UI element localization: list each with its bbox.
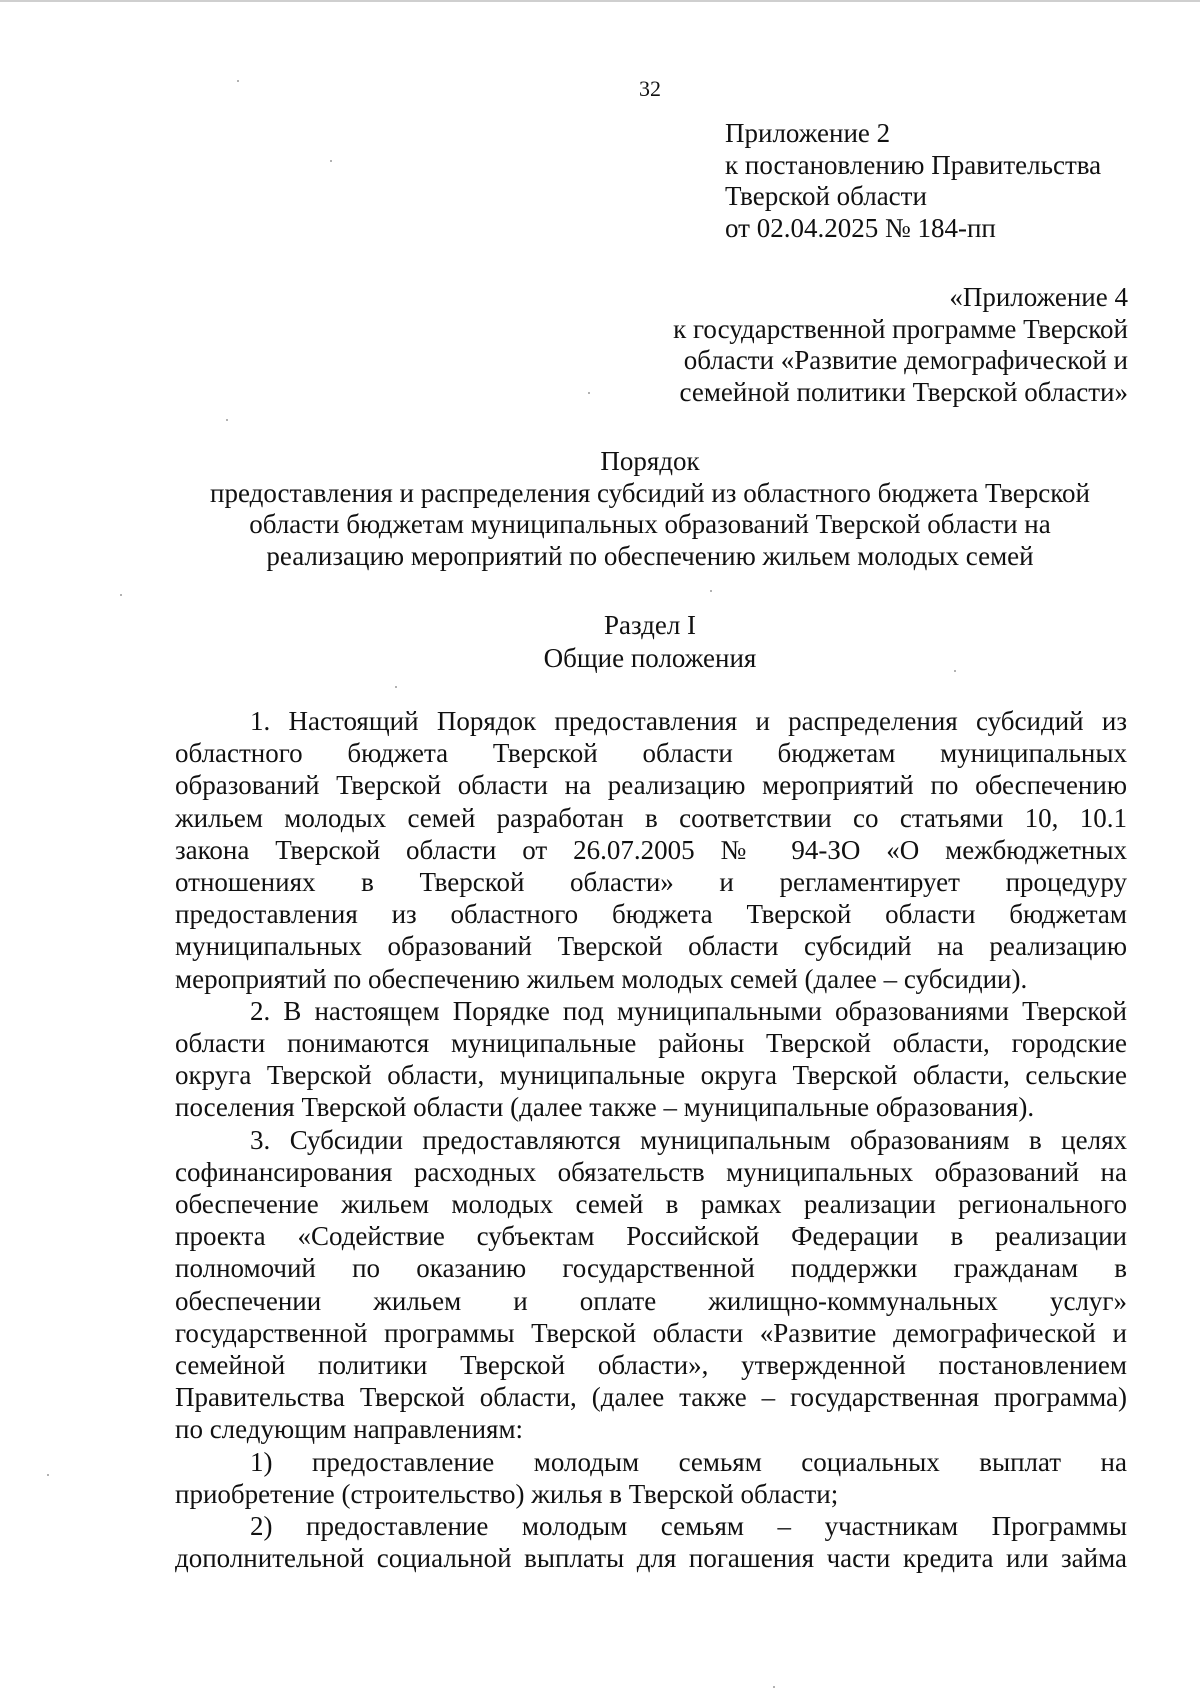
body-line: 1) предоставление молодым семьям социальных выплат на bbox=[250, 1446, 1127, 1477]
body-line: образований Тверской области на реализацию мероприятий по обеспечению bbox=[175, 770, 1127, 801]
appendix-header bbox=[725, 118, 1101, 244]
body-line: жильем молодых семей разработан в соответствии со статьями 10, 10.1 bbox=[175, 802, 1127, 833]
body-line: предоставления из областного бюджета Тверской области бюджетам bbox=[175, 899, 1127, 930]
document-title-line: реализацию мероприятий по обеспечению жильем молодых семей bbox=[266, 540, 1034, 571]
body-line: полномочий по оказанию государственной поддержки гражданам в bbox=[175, 1253, 1127, 1284]
document-title-heading: Порядок bbox=[600, 446, 700, 476]
body-line: округа Тверской области, муниципальные округа Тверской области, сельские bbox=[175, 1060, 1127, 1091]
body-line: поселения Тверской области (далее также – муниципальные образования). bbox=[175, 1092, 1035, 1123]
scan-speck bbox=[226, 419, 228, 421]
scan-speck bbox=[710, 590, 712, 592]
document-title-line: области бюджетам муниципальных образований Тверской области на bbox=[249, 509, 1051, 539]
body-line: дополнительной социальной выплаты для погашения части кредита или займа bbox=[175, 1543, 1127, 1574]
body-line: 2) предоставление молодым семьям – участникам Программы bbox=[250, 1511, 1127, 1542]
scan-top-edge bbox=[0, 0, 1200, 2]
program-appendix-line: к государственной программе Тверской bbox=[673, 313, 1128, 344]
program-appendix-line: области «Развитие демографической и bbox=[683, 345, 1128, 375]
body-line: закона Тверской области от 26.07.2005 № 94-ЗО «О межбюджетных bbox=[175, 834, 1127, 865]
body-line: Правительства Тверской области, (далее также – государственная программа) bbox=[175, 1382, 1127, 1413]
scan-speck bbox=[120, 594, 122, 596]
body-line: 2. В настоящем Порядке под муниципальными образованиями Тверской bbox=[250, 995, 1127, 1026]
scan-speck bbox=[395, 686, 397, 688]
appendix-header-line: Тверской области bbox=[725, 181, 927, 211]
program-appendix-line: семейной политики Тверской области» bbox=[679, 376, 1128, 407]
body-line: муниципальных образований Тверской области субсидий на реализацию bbox=[175, 931, 1127, 962]
scan-speck bbox=[47, 1474, 49, 1476]
body-line: обеспечение жильем молодых семей в рамках реализации регионального bbox=[175, 1189, 1127, 1220]
section-heading bbox=[170, 609, 1130, 675]
appendix-header-line: от 02.04.2025 № 184-пп bbox=[725, 212, 996, 243]
body-text bbox=[175, 705, 1127, 1574]
body-line: 3. Субсидии предоставляются муниципальным образованиям в целях bbox=[250, 1124, 1127, 1155]
body-line: области понимаются муниципальные районы Тверской области, городские bbox=[175, 1028, 1127, 1059]
appendix-header-line: Приложение 2 bbox=[725, 118, 891, 148]
document-title bbox=[170, 446, 1130, 572]
scan-speck bbox=[330, 160, 332, 162]
body-line: софинансирования расходных обязательств муниципальных образований на bbox=[175, 1156, 1127, 1187]
appendix-header-line: к постановлению Правительства bbox=[725, 149, 1102, 180]
body-line: мероприятий по обеспечению жильем молодых семей (далее – субсидии). bbox=[175, 963, 1028, 994]
body-line: 1. Настоящий Порядок предоставления и распределения субсидий из bbox=[250, 706, 1127, 736]
section-number: Раздел I bbox=[603, 610, 697, 640]
body-line: областного бюджета Тверской области бюджетам муниципальных bbox=[175, 738, 1127, 769]
scan-speck bbox=[773, 1686, 775, 1688]
body-line: проекта «Содействие субъектам Российской Федерации в реализации bbox=[175, 1221, 1127, 1252]
document-title-line: предоставления и распределения субсидий из областного бюджета Тверской bbox=[210, 477, 1090, 508]
program-appendix-line: «Приложение 4 bbox=[949, 282, 1128, 312]
section-name: Общие положения bbox=[543, 643, 757, 673]
program-appendix-header bbox=[673, 282, 1128, 408]
page-number: 32 bbox=[639, 76, 661, 101]
body-line: обеспечении жильем и оплате жилищно-коммунальных услуг» bbox=[175, 1285, 1127, 1316]
body-line: отношениях в Тверской области» и регламентирует процедуру bbox=[175, 867, 1127, 898]
scan-speck bbox=[588, 392, 590, 394]
body-line: семейной политики Тверской области», утвержденной постановлением bbox=[175, 1350, 1127, 1381]
body-line: государственной программы Тверской области «Развитие демографической и bbox=[175, 1317, 1127, 1348]
body-line: приобретение (строительство) жилья в Тверской области; bbox=[175, 1478, 839, 1509]
body-line: по следующим направлениям: bbox=[175, 1414, 524, 1445]
